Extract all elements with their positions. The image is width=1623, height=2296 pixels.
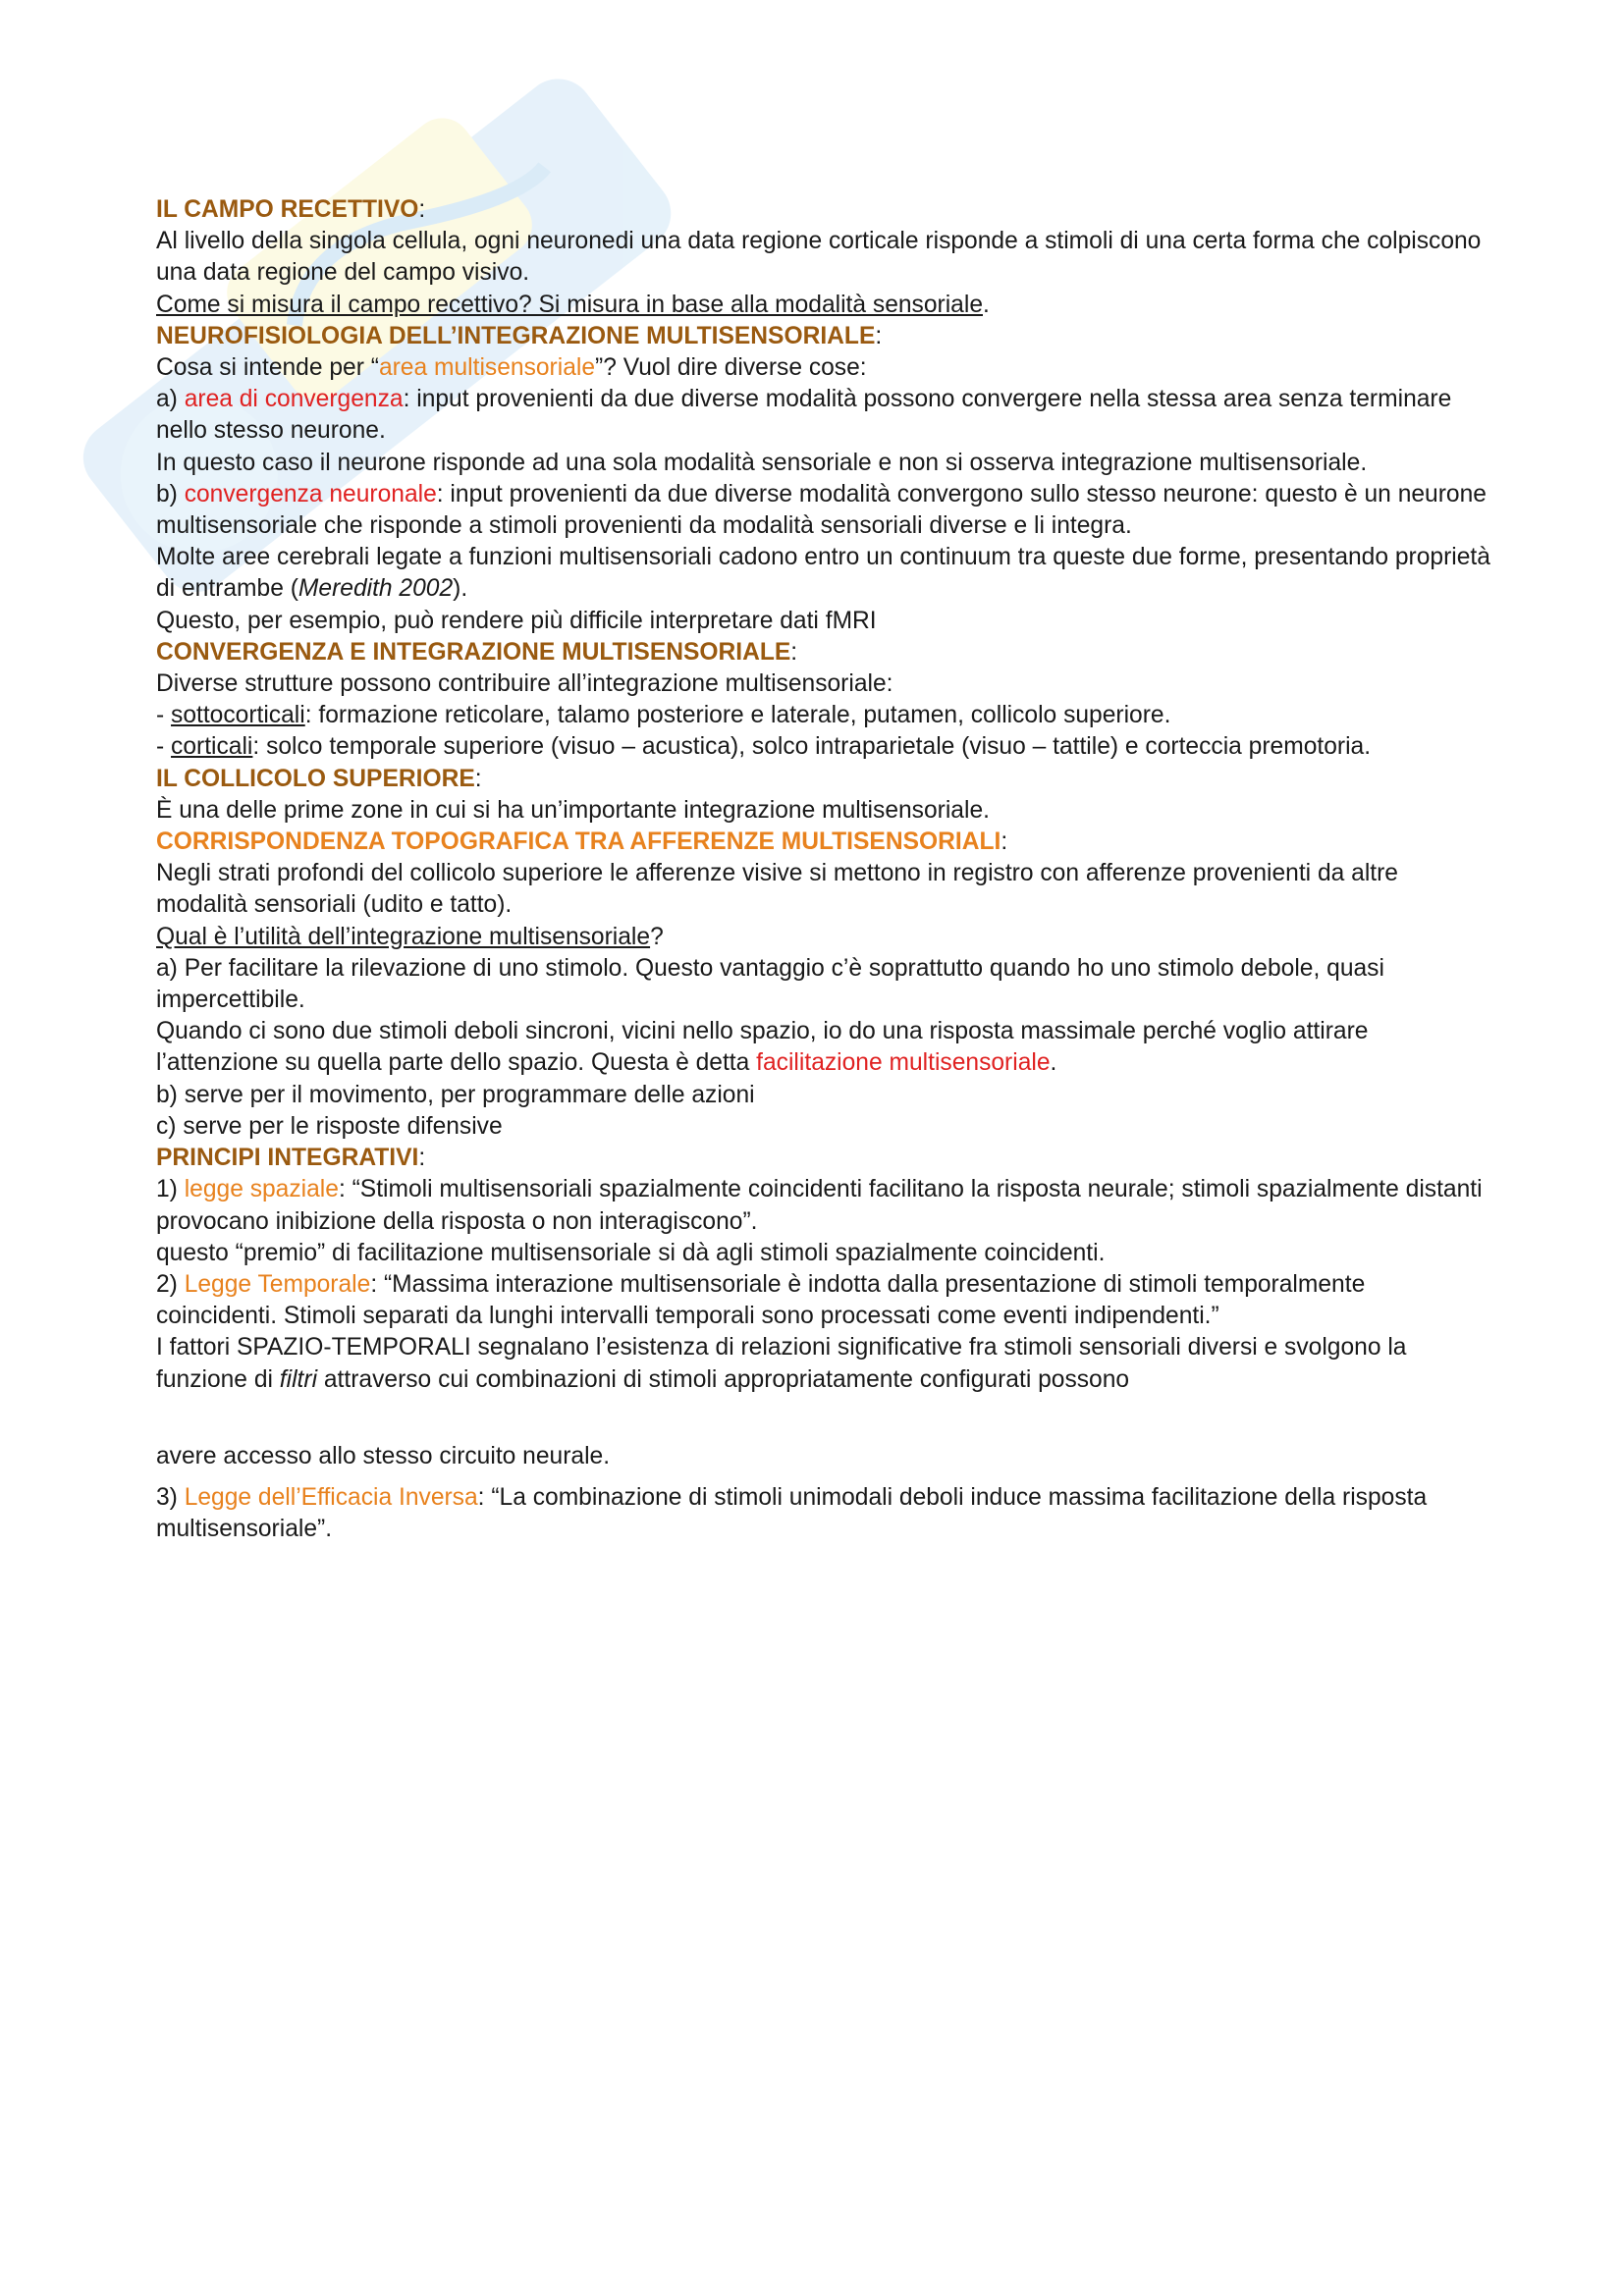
term-legge-temporale: Legge Temporale	[184, 1270, 371, 1298]
paragraph: È una delle prime zone in cui si ha un’importante integrazione multisensoriale.	[156, 796, 990, 824]
paragraph: b) convergenza neuronale: input provenienti da due diverse modalità convergono sullo stesso neurone: questo è un neurone multisensoriale che risponde a stimoli provenienti da modalità sensoriali diverse e li integra.	[156, 480, 1487, 540]
term-legge-spaziale: legge spaziale	[184, 1176, 339, 1203]
paragraph: 3) Legge dell’Efficacia Inversa: “La combinazione di stimoli unimodali deboli induce massima facilitazione della risposta multisensoriale”.	[156, 1483, 1428, 1543]
term-convergenza-neuronale: convergenza neuronale	[184, 480, 437, 507]
paragraph: Questo, per esempio, può rendere più difficile interpretare dati fMRI	[156, 607, 877, 634]
section-heading-convergenza: CONVERGENZA E INTEGRAZIONE MULTISENSORIALE:	[156, 638, 798, 666]
paragraph: 1) legge spaziale: “Stimoli multisensoriali spazialmente coincidenti facilitano la risposta neurale; stimoli spazialmente distanti provocano inibizione della risposta o non interagiscono”.	[156, 1176, 1483, 1235]
paragraph: avere accesso allo stesso circuito neurale.	[156, 1442, 611, 1469]
term-area-di-convergenza: area di convergenza	[184, 386, 404, 413]
paragraph: Diverse strutture possono contribuire all’integrazione multisensoriale:	[156, 670, 893, 698]
section-heading-neurofisiologia: NEUROFISIOLOGIA DELL’INTEGRAZIONE MULTISENSORIALE:	[156, 322, 883, 349]
section-heading-campo-recettivo: IL CAMPO RECETTIVO:	[156, 196, 426, 223]
paragraph: a) area di convergenza: input provenienti da due diverse modalità possono convergere nella stessa area senza terminare nello stesso neurone.	[156, 386, 1452, 445]
paragraph: I fattori SPAZIO-TEMPORALI segnalano l’esistenza di relazioni significative fra stimoli sensoriali diversi e svolgono la funzione di filtri attraverso cui combinazioni di stimoli appropriatamente configurati possono	[156, 1334, 1407, 1393]
paragraph: questo “premio” di facilitazione multisensoriale si dà agli stimoli spazialmente coincidenti.	[156, 1239, 1106, 1266]
paragraph: Negli strati profondi del collicolo superiore le afferenze visive si mettono in registro con afferenze provenienti da altre modalità sensoriali (udito e tatto).	[156, 860, 1398, 919]
paragraph: Molte aree cerebrali legate a funzioni multisensoriali cadono entro un continuum tra queste due forme, presentando proprietà di entrambe (Meredith 2002).	[156, 544, 1490, 603]
paragraph: Quando ci sono due stimoli deboli sincroni, vicini nello spazio, io do una risposta massimale perché voglio attirare l’attenzione su quella parte dello spazio. Questa è detta facilitazione multisensoriale.	[156, 1018, 1369, 1077]
paragraph: Come si misura il campo recettivo? Si misura in base alla modalità sensoriale.	[156, 291, 990, 318]
section-heading-collicolo: IL COLLICOLO SUPERIORE:	[156, 765, 482, 792]
term-area-multisensoriale: area multisensoriale	[378, 354, 596, 382]
section-heading-principi: PRINCIPI INTEGRATIVI:	[156, 1145, 426, 1172]
list-item: - sottocorticali: formazione reticolare, talamo posteriore e laterale, putamen, collicolo superiore.	[156, 702, 1171, 729]
paragraph: In questo caso il neurone risponde ad una sola modalità sensoriale e non si osserva integrazione multisensoriale.	[156, 449, 1368, 476]
paragraph: a) Per facilitare la rilevazione di uno stimolo. Questo vantaggio c’è soprattutto quando ho uno stimolo debole, quasi impercettibile.	[156, 954, 1384, 1014]
section-heading-corrispondenza: CORRISPONDENZA TOPOGRAFICA TRA AFFERENZE MULTISENSORIALI:	[156, 828, 1008, 856]
document-body	[156, 194, 1491, 1545]
paragraph: 2) Legge Temporale: “Massima interazione multisensoriale è indotta dalla presentazione di stimoli temporalmente coincidenti. Stimoli separati da lunghi intervalli temporali sono processati come eventi indipendenti.”	[156, 1270, 1366, 1330]
term-legge-efficacia-inversa: Legge dell’Efficacia Inversa	[184, 1483, 478, 1511]
paragraph: c) serve per le risposte difensive	[156, 1112, 503, 1140]
paragraph: b) serve per il movimento, per programmare delle azioni	[156, 1081, 755, 1108]
paragraph: Cosa si intende per “area multisensoriale”? Vuol dire diverse cose:	[156, 354, 867, 382]
term-facilitazione-multisensoriale: facilitazione multisensoriale	[756, 1049, 1051, 1077]
paragraph: Al livello della singola cellula, ogni neuronedi una data regione corticale risponde a stimoli di una certa forma che colpiscono una data regione del campo visivo.	[156, 228, 1482, 287]
paragraph: Qual è l’utilità dell’integrazione multisensoriale?	[156, 923, 664, 950]
list-item: - corticali: solco temporale superiore (visuo – acustica), solco intraparietale (visuo – tattile) e corteccia premotoria.	[156, 733, 1372, 761]
